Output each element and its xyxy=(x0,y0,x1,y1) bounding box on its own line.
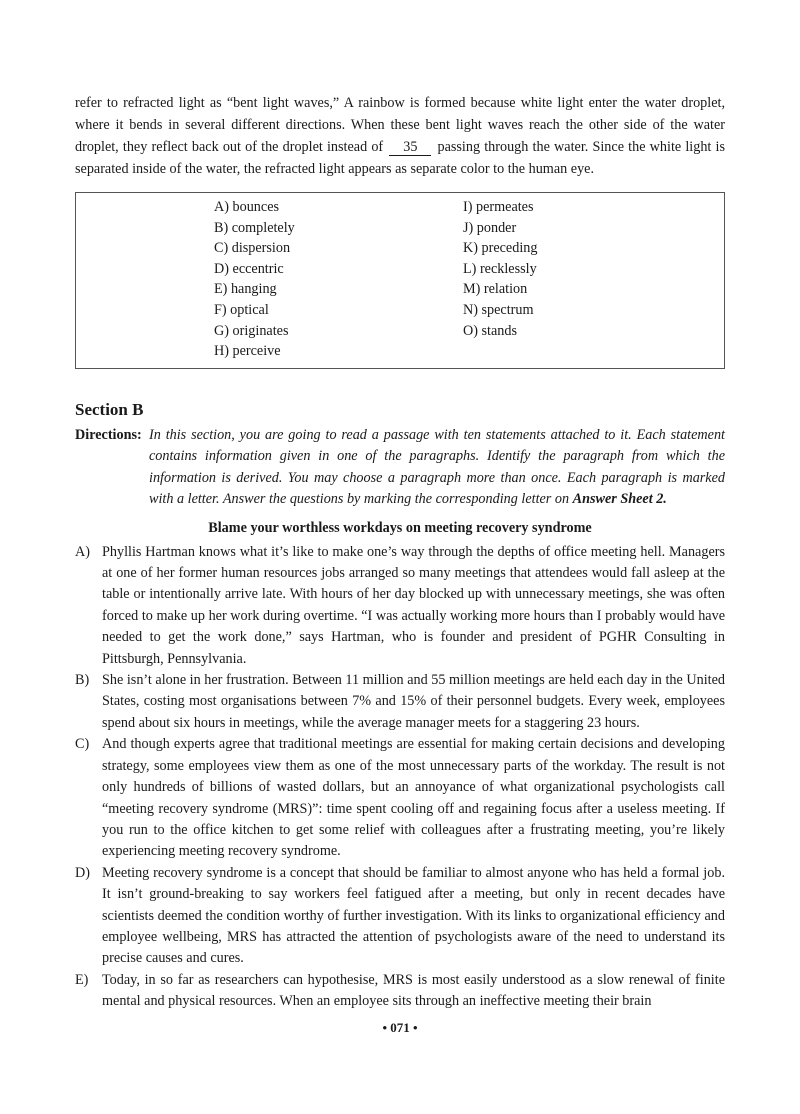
paragraph-text: Meeting recovery syndrome is a concept that should be familiar to almost anyone who has held a formal job. It isn’t ground-breaking to say workers feel fatigued after a meeting, but only in recent decades have scientists deemed the condition worthy of further investigation. With its links to organizational efficiency and employee wellbeing, MRS has attracted the attention of psychologists aware of the need to understand its precise causes and cures. xyxy=(102,864,725,967)
word-bank-right-column xyxy=(463,197,537,341)
word-bank-option: G) originates xyxy=(214,322,289,339)
word-bank-option: J) ponder xyxy=(463,219,517,236)
word-bank-option: C) dispersion xyxy=(214,240,291,257)
paragraph-letter: C) xyxy=(75,736,90,753)
paragraph-text: She isn’t alone in her frustration. Between 11 million and 55 million meetings are held each day in the United States, costing most organisations between 7% and 15% of their personnel budgets. Every week, employees spend about six hours in meetings, while the average manager meets for a staggering 23 hours. xyxy=(102,672,725,731)
word-bank-option: K) preceding xyxy=(463,240,538,257)
word-bank-option: M) relation xyxy=(463,281,528,298)
paragraph-b xyxy=(75,670,725,734)
directions-body: In this section, you are going to read a passage with ten statements attached to it. Each statement contains information given in one of the paragraphs. Identify the paragraph from which the information is derived. You may choose a paragraph more than once. Each paragraph is marked with a letter. Answer the questions by marking the corresponding letter on xyxy=(149,427,725,508)
word-bank-box xyxy=(75,192,725,369)
word-bank-left-column xyxy=(214,197,295,362)
paragraph-d xyxy=(75,863,725,970)
word-bank-option: F) optical xyxy=(214,301,269,318)
word-bank-option: O) stands xyxy=(463,322,517,339)
top-paragraph-part1: refer to refracted light as “bent light waves,” A rainbow is formed because white light enter the water droplet, where it bends in several different directions. When these bent light waves reach the other side of the water droplet, they reflect back out of the droplet instead of xyxy=(75,95,725,155)
word-bank-option: H) perceive xyxy=(214,343,281,360)
answer-sheet-label: Answer Sheet 2. xyxy=(572,491,667,508)
paragraph-letter: E) xyxy=(75,971,89,988)
paragraph-c xyxy=(75,734,725,862)
blank-35: 35 xyxy=(389,139,431,156)
word-bank-option: L) recklessly xyxy=(463,260,537,277)
paragraph-letter: D) xyxy=(75,864,90,881)
directions-text xyxy=(149,427,725,507)
paragraph-letter: A) xyxy=(75,543,90,560)
passage-title: Blame your worthless workdays on meeting recovery syndrome xyxy=(208,519,592,536)
page-number: • 071 • xyxy=(382,1020,418,1035)
word-bank-option: A) bounces xyxy=(214,199,280,215)
section-title: Section B xyxy=(75,400,144,419)
paragraph-e xyxy=(75,970,725,1013)
paragraph-text: And though experts agree that traditional meetings are essential for making certain decisions and developing strategy, some employees view them as one of the most unnecessary parts of the workday. The result is not only hundreds of billions of wasted dollars, but an annoyance of what organizational psychologists call “meeting recovery syndrome (MRS)”: time spent cooling off and regaining focus after a useless meeting. If you run to the office kitchen to get some relief with colleagues after a frustrating meeting, you’re likely experiencing meeting recovery syndrome. xyxy=(102,736,725,860)
paragraph-a xyxy=(75,542,725,670)
paragraph-list xyxy=(75,542,725,1013)
directions-block xyxy=(75,425,725,511)
word-bank-option: I) permeates xyxy=(463,199,534,215)
word-bank-option: B) completely xyxy=(214,219,295,236)
paragraph-text: Phyllis Hartman knows what it’s like to make one’s way through the depths of office meeting hell. Managers at one of her former human resources jobs arranged so many meetings that attendees would fall asleep at the table or intentionally arrive late. With hours of her day blocked up with unnecessary meetings, she was often forced to make up her work during overtime. “I was actually working more hours than I probably would have needed to get the work done,” says Hartman, who is founder and president of PGHR Consulting in Pittsburgh, Pennsylvania. xyxy=(102,543,725,667)
directions-label: Directions: xyxy=(75,427,142,443)
page-content xyxy=(75,92,725,1013)
top-paragraph-part2: passing through the water. Since the white light is separated inside of the water, the refracted light appears as separate color to the human eye. xyxy=(75,139,725,177)
top-paragraph xyxy=(75,92,725,180)
paragraph-text: Today, in so far as researchers can hypothesise, MRS is most easily understood as a slow renewal of finite mental and physical resources. When an employee sits through an ineffective meeting their brain xyxy=(102,971,725,1010)
word-bank-option: N) spectrum xyxy=(463,301,534,318)
word-bank-option: E) hanging xyxy=(214,281,277,298)
paragraph-letter: B) xyxy=(75,672,90,689)
word-bank-option: D) eccentric xyxy=(214,260,284,277)
